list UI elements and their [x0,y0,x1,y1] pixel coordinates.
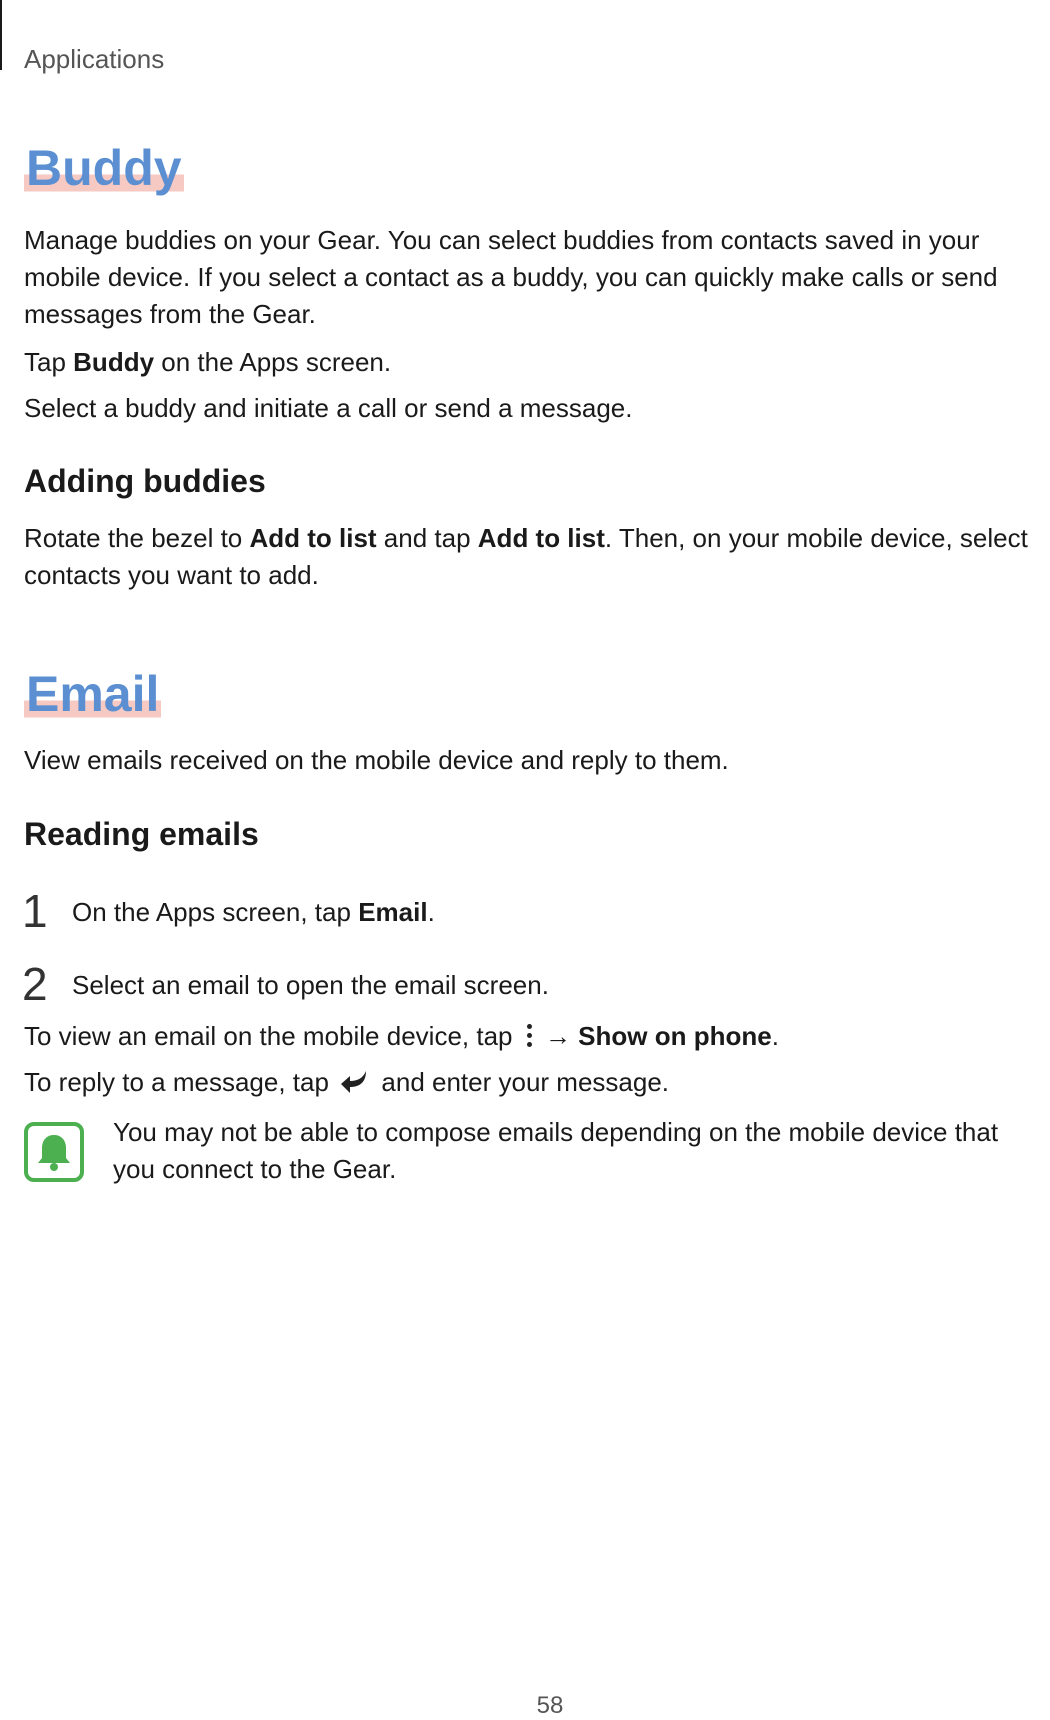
text: on the Apps screen. [154,347,392,377]
buddy-intro: Manage buddies on your Gear. You can select buddies from contacts saved in your mobile device. If you select a contact as a buddy, you can quickly make calls or send messages from the Gear. [24,225,998,329]
more-options-icon [524,1022,534,1050]
arrow: → [537,1021,579,1051]
step-text [72,894,435,931]
text: . [771,1021,779,1051]
buddy-select-instruction: Select a buddy and initiate a call or send a message. [24,393,633,423]
reply-instruction [24,1064,1044,1101]
step-number: 1 [22,885,48,937]
page-number: 58 [536,1692,564,1719]
view-on-phone-instruction [24,1018,1044,1055]
text: and tap [376,523,478,553]
buddy-label: Buddy [73,347,155,377]
text: On the Apps screen, tap [72,897,359,927]
email-label: Email [358,897,428,927]
show-on-phone-label: Show on phone [578,1021,772,1051]
step-text: Select an email to open the email screen. [72,970,549,1000]
reply-icon [340,1068,370,1096]
text: and enter your message. [374,1067,670,1097]
buddy-section-title: Buddy [26,140,182,196]
email-intro: View emails received on the mobile device and reply to them. [24,745,729,775]
text: Tap [24,347,74,377]
add-to-list-label: Add to list [477,523,605,553]
text: Rotate the bezel to [24,523,250,553]
running-header: Applications [24,44,165,74]
text: To view an email on the mobile device, tap [24,1021,520,1051]
text: . Then, on your mobile device, select contacts you want to add. [24,523,1028,590]
add-to-list-label: Add to list [249,523,377,553]
adding-buddies-text [24,520,1044,594]
text: . [427,897,435,927]
notice-bell-icon [24,1122,84,1182]
buddy-tap-instruction [24,344,1044,381]
reading-emails-heading: Reading emails [24,816,259,852]
note-text: You may not be able to compose emails depending on the mobile device that you connect to the Gear. [113,1117,999,1184]
text: To reply to a message, tap [24,1067,337,1097]
email-section-title: Email [26,666,160,722]
step-number: 2 [22,958,48,1010]
header-rule [0,0,2,70]
adding-buddies-heading: Adding buddies [24,463,266,499]
